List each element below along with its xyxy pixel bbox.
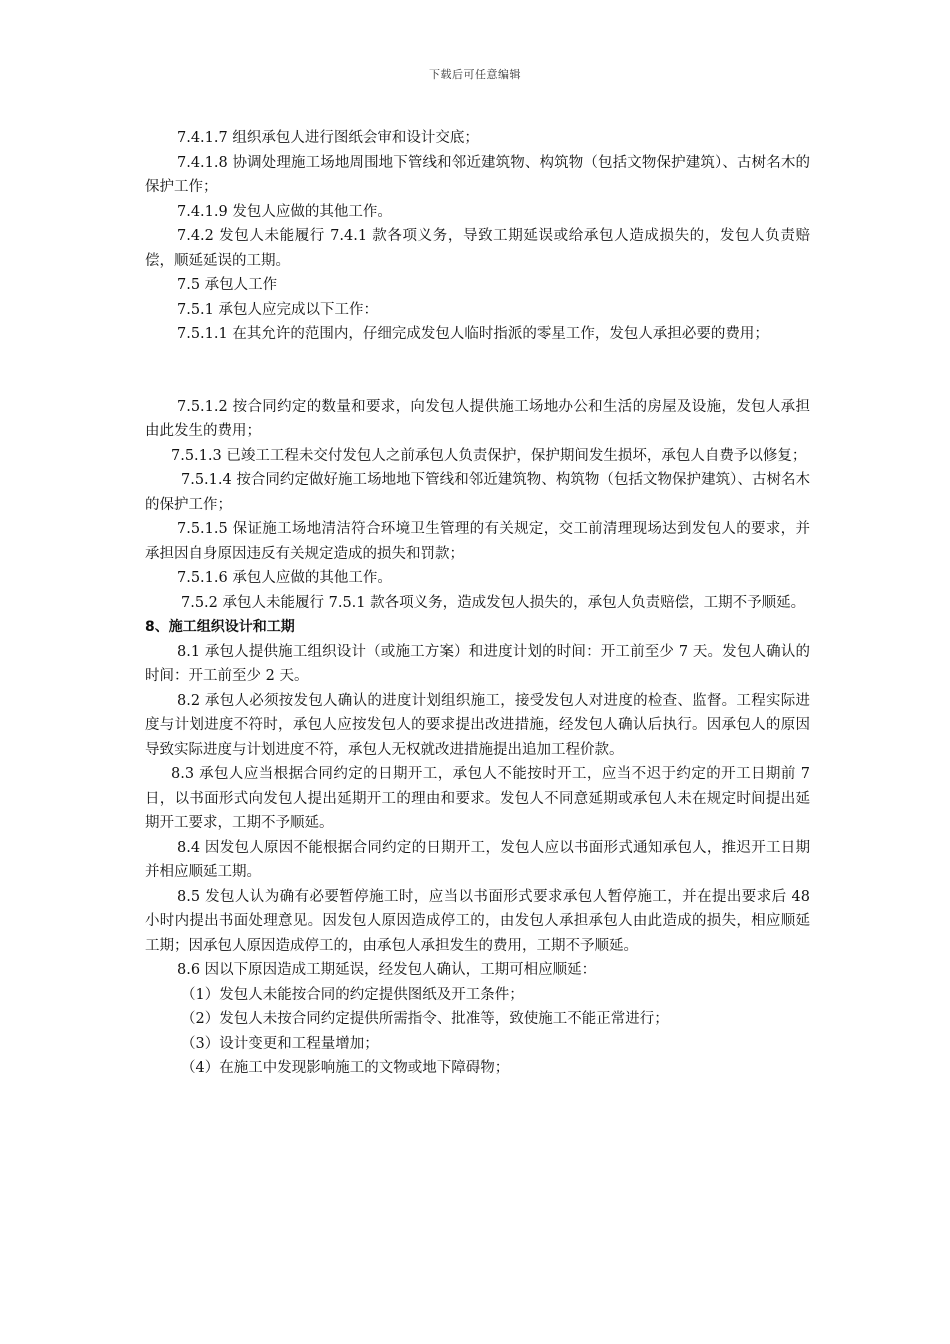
clause-7-5-1-2: 7.5.1.2 按合同约定的数量和要求，向发包人提供施工场地办公和生活的房屋及设施，发包人承担由此发生的费用； [145, 398, 810, 439]
page-break-gap [145, 347, 810, 395]
clause-7-5-1-4: 7.5.1.4 按合同约定做好施工场地地下管线和邻近建筑物、构筑物（包括文物保护建筑）、古树名木的保护工作； [145, 472, 810, 513]
header-note: 下载后可任意编辑 [429, 68, 521, 81]
clause-8-5: 8.5 发包人认为确有必要暂停施工时，应当以书面形式要求承包人暂停施工，并在提出要求后 48 小时内提出书面处理意见。因发包人原因造成停工的，由发包人承担承包人由此造成的损失，相应顺延工期；因承包人原因造成停工的，由承包人承担发生的费用，工期不予顺延。 [145, 888, 810, 954]
clause-7-5-1-1: 7.5.1.1 在其允许的范围内，仔细完成发包人临时指派的零星工作，发包人承担必要的费用； [177, 326, 769, 342]
clause-8-1: 8.1 承包人提供施工组织设计（或施工方案）和进度计划的时间：开工前至少 7 天。发包人确认的时间：开工前至少 2 天。 [145, 643, 810, 684]
clause-7-5-1: 7.5.1 承包人应完成以下工作： [177, 301, 379, 318]
list-item-2: （2）发包人未按合同约定提供所需指令、批准等，致使施工不能正常进行； [181, 1011, 669, 1027]
list-item-1: （1）发包人未能按合同的约定提供图纸及开工条件； [181, 986, 524, 1003]
document-body [145, 126, 810, 1081]
clause-7-5-1-3: 7.5.1.3 已竣工工程未交付发包人之前承包人负责保护，保护期间发生损坏，承包人自费予以修复； [171, 447, 807, 464]
clause-8-4: 8.4 因发包人原因不能根据合同约定的日期开工，发包人应以书面形式通知承包人，推迟开工日期并相应顺延工期。 [145, 839, 810, 880]
clause-7-4-1-8: 7.4.1.8 协调处理施工场地周围地下管线和邻近建筑物、构筑物（包括文物保护建筑）、古树名木的保护工作； [145, 154, 810, 195]
clause-7-4-1-7: 7.4.1.7 组织承包人进行图纸会审和设计交底； [177, 130, 479, 146]
clause-7-5-1-5: 7.5.1.5 保证施工场地清洁符合环境卫生管理的有关规定，交工前清理现场达到发包人的要求，并承担因自身原因违反有关规定造成的损失和罚款； [145, 521, 810, 562]
clause-7-5-2: 7.5.2 承包人未能履行 7.5.1 款各项义务，造成发包人损失的，承包人负责赔偿，工期不予顺延。 [181, 594, 806, 611]
list-item-3: （3）设计变更和工程量增加； [181, 1035, 379, 1052]
list-item-4: （4）在施工中发现影响施工的文物或地下障碍物； [181, 1060, 510, 1076]
clause-7-4-1-9: 7.4.1.9 发包人应做的其他工作。 [177, 203, 392, 220]
clause-7-4-2: 7.4.2 发包人未能履行 7.4.1 款各项义务，导致工期延误或给承包人造成损失的，发包人负责赔偿，顺延延误的工期。 [145, 228, 810, 269]
clause-7-5-heading: 7.5 承包人工作 [177, 277, 278, 293]
clause-8-2: 8.2 承包人必须按发包人确认的进度计划组织施工，接受发包人对进度的检查、监督。工程实际进度与计划进度不符时，承包人应按发包人的要求提出改进措施，经发包人确认后执行。因承包人的原因导致实际进度与计划进度不符，承包人无权就改进措施提出追加工程价款。 [145, 692, 810, 758]
clause-7-5-1-6: 7.5.1.6 承包人应做的其他工作。 [177, 570, 392, 586]
clause-8-6: 8.6 因以下原因造成工期延误，经发包人确认，工期可相应顺延： [177, 962, 597, 978]
clause-8-3: 8.3 承包人应当根据合同约定的日期开工，承包人不能按时开工，应当不迟于约定的开工日期前 7 日，以书面形式向发包人提出延期开工的理由和要求。发包人不同意延期或承包人未在规定时间提出延期开工要求，工期不予顺延。 [145, 766, 810, 831]
section-8-heading: 8、施工组织设计和工期 [145, 619, 295, 635]
